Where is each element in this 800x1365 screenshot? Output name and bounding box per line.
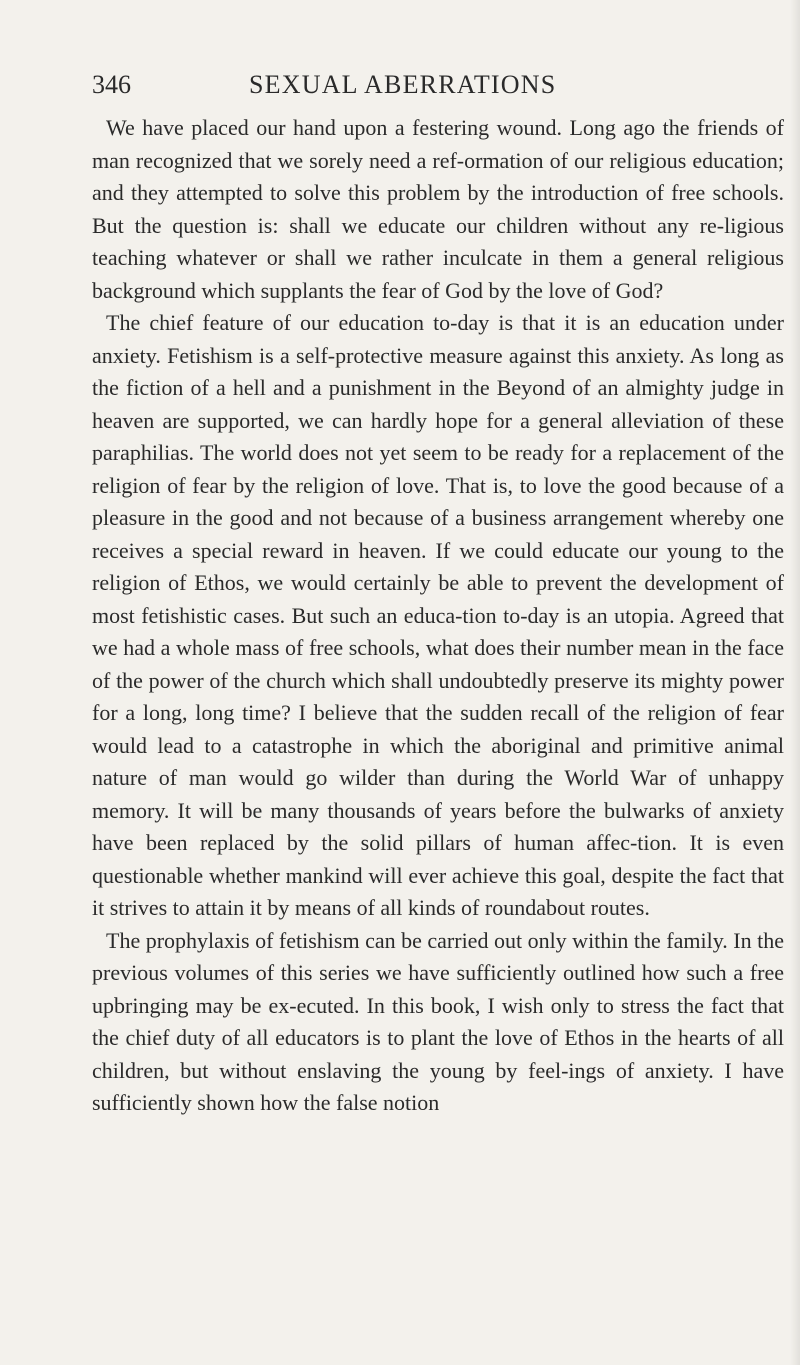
paragraph: The chief feature of our education to-day is that it is an education under anxiety. Fetishism is a self-protective measure against this anxiety. As long as the fiction of a hell and a punishment in the Beyond of an almighty judge in heaven are supported, we can hardly hope for a general alleviation of these paraphilias. The world does not yet seem to be ready for a replacement of the religion of fear by the religion of love. That is, to love the good because of a pleasure in the good and not because of a business arrangement whereby one receives a special reward in heaven. If we could educate our young to the religion of Ethos, we would certainly be able to prevent the development of most fetishistic cases. But such an educa-tion to-day is an utopia. Agreed that we had a whole mass of free schools, what does their number mean in the face of the power of the church which shall undoubtedly preserve its mighty power for a long, long time? I believe that the sudden recall of the religion of fear would lead to a catastrophe in which the aboriginal and primitive animal nature of man would go wilder than during the World War of unhappy memory. It will be many thousands of years before the bulwarks of anxiety have been replaced by the solid pillars of human affec-tion. It is even questionable whether mankind will ever achieve this goal, despite the fact that it strives to attain it by means of all kinds of roundabout routes. — [92, 310, 784, 920]
running-title: SEXUAL ABERRATIONS — [249, 70, 557, 99]
body-text — [92, 112, 784, 1120]
page-edge-shadow — [790, 0, 800, 1365]
paragraph: The prophylaxis of fetishism can be carried out only within the family. In the previous volumes of this series we have sufficiently outlined how such a free upbringing may be ex-ecuted. In this book, I wish only to stress the fact that the chief duty of all educators is to plant the love of Ethos in the hearts of all children, but without enslaving the young by feel-ings of anxiety. I have sufficiently shown how the false notion — [92, 927, 784, 1115]
paragraph: We have placed our hand upon a festering wound. Long ago the friends of man recognized that we sorely need a ref-ormation of our religious education; and they attempted to solve this problem by the introduction of free schools. But the question is: shall we educate our children without any re-ligious teaching whatever or shall we rather inculcate in them a general religious background which supplants the fear of God by the love of God? — [92, 115, 784, 303]
page-number: 346 — [92, 70, 131, 99]
